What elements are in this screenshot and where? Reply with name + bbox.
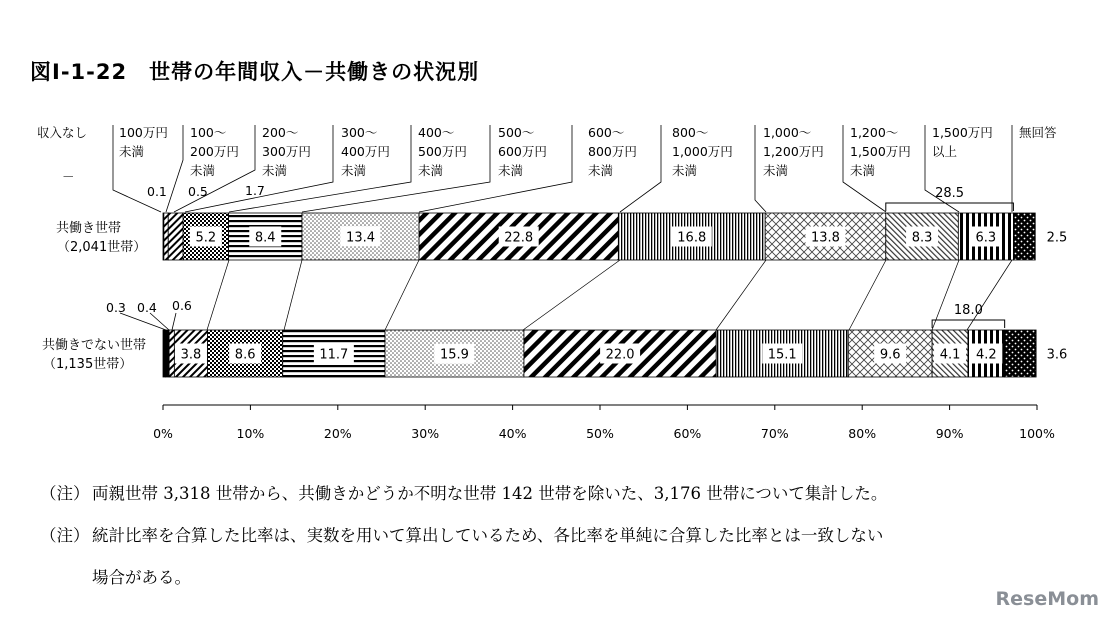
- data-label: 2.5: [1046, 230, 1068, 246]
- leader-line: [172, 313, 176, 330]
- data-label: 16.8: [677, 230, 707, 246]
- bar-segment: [164, 213, 168, 260]
- leader-line: [302, 125, 490, 212]
- bar-segment: [169, 330, 174, 377]
- category-label: 600万円: [498, 144, 547, 159]
- leader-line: [620, 125, 661, 212]
- category-label: 500～: [498, 125, 535, 140]
- connector-line: [523, 260, 620, 330]
- connector-line: [849, 260, 886, 330]
- category-label: 1,200万円: [763, 144, 824, 159]
- small-data-label: 0.6: [172, 298, 192, 313]
- category-label: 1,200～: [850, 125, 899, 140]
- note-2: [40, 522, 883, 546]
- data-label: 15.9: [440, 347, 469, 363]
- category-label: 500万円: [418, 144, 467, 159]
- row-label: 共働きでない世帯: [42, 338, 147, 353]
- data-label: 8.6: [234, 347, 256, 363]
- data-label: 15.1: [767, 347, 797, 363]
- bar-segment: [1005, 330, 1036, 377]
- data-label: 13.4: [346, 230, 376, 246]
- category-label: 未満: [341, 163, 367, 178]
- small-data-label: 0.1: [147, 184, 167, 199]
- note-text: 両親世帯 3,318 世帯から、共働きかどうか不明な世帯 142 世帯を除いた、3,176 世帯について集計した。: [92, 484, 888, 503]
- data-label: 9.6: [879, 347, 901, 363]
- category-label: 未満: [119, 144, 145, 159]
- category-label: 未満: [588, 163, 614, 178]
- small-data-label: 1.7: [245, 183, 265, 198]
- category-label: 400万円: [341, 144, 390, 159]
- category-label: 800万円: [588, 144, 637, 159]
- category-label: 収入なし: [37, 125, 88, 140]
- x-tick-label: 20%: [323, 426, 352, 441]
- row-label: 共働き世帯: [56, 221, 122, 236]
- note-tag: （注）: [40, 526, 90, 545]
- data-label: 22.0: [605, 347, 635, 363]
- data-label: 22.8: [504, 230, 534, 246]
- note-1: [40, 480, 887, 504]
- chart-title: 図Ⅰ-1-22 世帯の年間収入－共働きの状況別: [30, 60, 480, 84]
- category-label: 400～: [418, 125, 455, 140]
- category-label: 1,000～: [763, 125, 812, 140]
- category-label: 未満: [672, 163, 698, 178]
- category-label: 未満: [850, 163, 876, 178]
- data-label: 3.8: [180, 347, 202, 363]
- small-data-label: 0.5: [188, 184, 208, 199]
- bracket: [886, 203, 1014, 211]
- connector-line: [385, 260, 419, 330]
- data-label: 8.3: [911, 230, 933, 246]
- x-tick-label: 50%: [586, 426, 614, 441]
- resemom-logo: ReseMom: [995, 588, 1099, 610]
- category-label: 300～: [341, 125, 378, 140]
- category-label: 未満: [418, 163, 444, 178]
- category-label: 1,000万円: [672, 144, 733, 159]
- data-label: 4.2: [975, 347, 997, 363]
- x-tick-label: 90%: [935, 426, 964, 441]
- note-tag: （注）: [40, 484, 90, 503]
- data-label: 4.1: [939, 347, 961, 363]
- x-tick-label: 10%: [236, 426, 265, 441]
- category-label: 未満: [190, 163, 216, 178]
- bar-segment: [1013, 213, 1035, 260]
- category-label: 600～: [588, 125, 625, 140]
- x-tick-label: 30%: [411, 426, 440, 441]
- x-tick-label: 40%: [498, 426, 527, 441]
- category-label: 以上: [932, 144, 958, 159]
- small-data-label: 0.3: [106, 300, 126, 315]
- x-tick-label: 60%: [673, 426, 702, 441]
- category-label: 100万円: [119, 125, 168, 140]
- category-label: 200～: [262, 125, 299, 140]
- category-label: 100～: [190, 125, 227, 140]
- connector-line: [284, 260, 302, 330]
- category-label: 未満: [498, 163, 524, 178]
- bracket: [932, 320, 1005, 328]
- note-text: 統計比率を合算した比率は、実数を用いて算出しているため、各比率を単純に合算した比率とは一致しない: [92, 526, 884, 545]
- category-label: 1,500万円: [932, 125, 993, 140]
- data-label: 3.6: [1046, 347, 1068, 363]
- bar-segment: [166, 330, 169, 377]
- data-label: 13.8: [811, 230, 840, 246]
- category-label: 未満: [262, 163, 288, 178]
- connector-line: [716, 260, 766, 330]
- bracket-label: 28.5: [935, 186, 965, 201]
- x-tick-label: 100%: [1019, 426, 1055, 441]
- category-label: 200万円: [190, 144, 239, 159]
- leader-line: [166, 125, 183, 212]
- x-tick-label: 70%: [760, 426, 789, 441]
- category-label: －: [62, 169, 75, 184]
- note-text: 場合がある。: [92, 568, 191, 587]
- connector-line: [207, 260, 229, 330]
- data-label: 8.4: [254, 230, 276, 246]
- data-label: 6.3: [975, 230, 997, 246]
- row-count: （2,041世帯）: [57, 240, 147, 255]
- category-label: 300万円: [262, 144, 311, 159]
- small-data-label: 0.4: [137, 300, 157, 315]
- note-3: [40, 564, 191, 588]
- x-tick-label: 80%: [848, 426, 877, 441]
- row-count: （1,135世帯）: [43, 357, 133, 372]
- bracket-label: 18.0: [953, 303, 983, 318]
- category-label: 1,500万円: [850, 144, 911, 159]
- bar-segment: [168, 213, 183, 260]
- data-label: 11.7: [319, 347, 349, 363]
- x-tick-label: 0%: [153, 426, 173, 441]
- category-label: 800～: [672, 125, 709, 140]
- data-label: 5.2: [195, 230, 217, 246]
- category-label: 無回答: [1019, 125, 1057, 140]
- category-label: 未満: [763, 163, 789, 178]
